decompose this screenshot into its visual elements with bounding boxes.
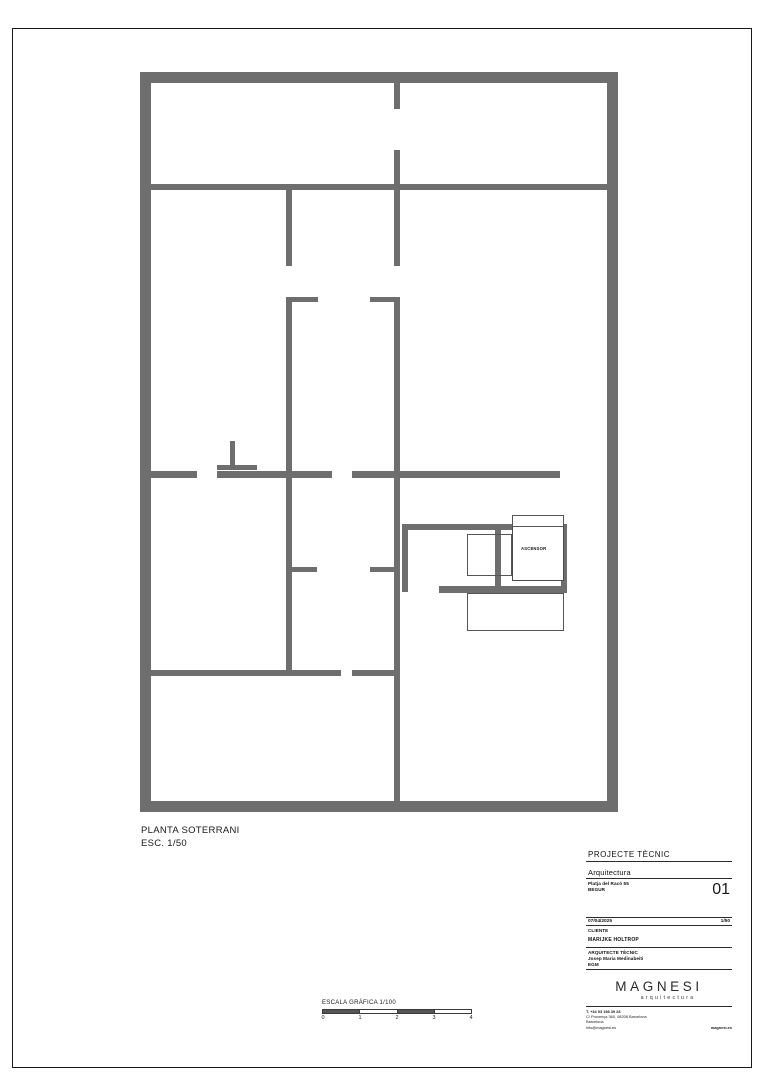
client-name: MARIJKE HOLTROP bbox=[588, 937, 639, 943]
address-line-1: Platja del Racó 55 bbox=[588, 881, 629, 886]
wall-interior-vertical-7 bbox=[286, 478, 292, 675]
wall-core-bottom bbox=[439, 586, 567, 593]
technician-name: Josep Maria Medinabeiti bbox=[588, 955, 644, 961]
contact-phone: T. +34 93 198 39 28 bbox=[586, 1009, 621, 1014]
scale-tick-2: 2 bbox=[395, 1015, 399, 1021]
address-line-2: BEGUR bbox=[588, 887, 606, 892]
scale-tick-3: 3 bbox=[432, 1015, 436, 1021]
wall-interior-vertical-2 bbox=[394, 150, 400, 190]
wall-interior-horizontal-1 bbox=[151, 184, 607, 190]
scale-segment-2 bbox=[397, 1009, 434, 1014]
wall-interior-horizontal-4 bbox=[352, 471, 560, 478]
wall-stub-2 bbox=[370, 297, 395, 302]
title-block-date: 07/04/2025 bbox=[588, 918, 613, 924]
wall-perimeter-left bbox=[140, 72, 151, 812]
wall-interior-horizontal-6 bbox=[352, 670, 400, 676]
plan-caption bbox=[141, 824, 240, 850]
studio-logo bbox=[586, 970, 732, 1001]
technician-title: EGM bbox=[588, 961, 599, 967]
lift-label: ASCENSOR bbox=[521, 546, 547, 551]
contact-address: C/ Provença 360, 08208 Barcelona bbox=[586, 1014, 647, 1020]
title-block-doc-type: PROJECTE TÈCNIC bbox=[586, 846, 732, 862]
contact-city: Barcelona bbox=[586, 1019, 604, 1025]
logo-tagline: arquitectura bbox=[640, 995, 696, 1001]
wall-perimeter-bottom bbox=[140, 801, 618, 812]
core-thin-outline-3 bbox=[512, 515, 564, 527]
title-block-scale: 1/50 bbox=[720, 918, 730, 924]
wall-stub-6 bbox=[370, 567, 395, 572]
technician-label: ARQUITECTE TÈCNIC bbox=[588, 949, 638, 955]
scale-segment-0 bbox=[322, 1009, 359, 1014]
contact-mail: info@magnesi.es bbox=[586, 1024, 617, 1030]
wall-interior-vertical-1 bbox=[394, 83, 400, 109]
wall-perimeter-right bbox=[607, 72, 618, 812]
title-block bbox=[586, 846, 732, 1030]
logo-wordmark: MAGNESI bbox=[615, 979, 703, 994]
wall-stub-3 bbox=[230, 441, 235, 465]
wall-stub-5 bbox=[292, 567, 317, 572]
wall-interior-vertical-9 bbox=[394, 676, 400, 802]
graphic-scale-ticks bbox=[322, 1015, 472, 1023]
sheet-number: 01 bbox=[712, 881, 730, 898]
title-block-address bbox=[586, 879, 732, 918]
wall-perimeter-top bbox=[140, 72, 618, 83]
core-thin-outline-1 bbox=[467, 534, 512, 576]
wall-core-left bbox=[402, 524, 408, 592]
scale-segment-3 bbox=[434, 1009, 472, 1014]
wall-interior-horizontal-2 bbox=[151, 471, 197, 478]
graphic-scale-title: ESCALA GRÁFICA 1/100 bbox=[322, 1000, 397, 1006]
scale-tick-0: 0 bbox=[321, 1015, 325, 1021]
title-block-date-scale bbox=[586, 918, 732, 927]
wall-interior-vertical-6 bbox=[394, 297, 400, 482]
wall-stub-1 bbox=[292, 297, 318, 302]
floor-plan bbox=[140, 72, 618, 812]
wall-interior-vertical-3 bbox=[394, 190, 400, 266]
title-block-client bbox=[586, 926, 732, 948]
plan-caption-scale: ESC. 1/50 bbox=[141, 838, 188, 849]
title-block-technician bbox=[586, 948, 732, 971]
wall-interior-horizontal-3 bbox=[217, 471, 332, 478]
wall-interior-vertical-8 bbox=[394, 478, 400, 675]
wall-interior-horizontal-5 bbox=[151, 670, 341, 676]
graphic-scale-bar bbox=[322, 1009, 472, 1014]
title-block-discipline: Arquitectura bbox=[586, 862, 732, 880]
wall-stub-4 bbox=[217, 465, 257, 470]
wall-interior-vertical-5 bbox=[286, 297, 292, 482]
scale-segment-1 bbox=[359, 1009, 396, 1014]
contact-info bbox=[586, 1006, 732, 1030]
core-thin-outline-2 bbox=[467, 593, 564, 631]
client-label: CLIENTE bbox=[588, 928, 609, 933]
wall-interior-vertical-4 bbox=[286, 190, 292, 266]
graphic-scale bbox=[322, 1000, 477, 1023]
scale-tick-1: 1 bbox=[358, 1015, 362, 1021]
plan-caption-name: PLANTA SOTERRANI bbox=[141, 825, 240, 836]
contact-web: magnesi.es bbox=[710, 1024, 732, 1030]
scale-tick-4: 4 bbox=[469, 1015, 473, 1021]
